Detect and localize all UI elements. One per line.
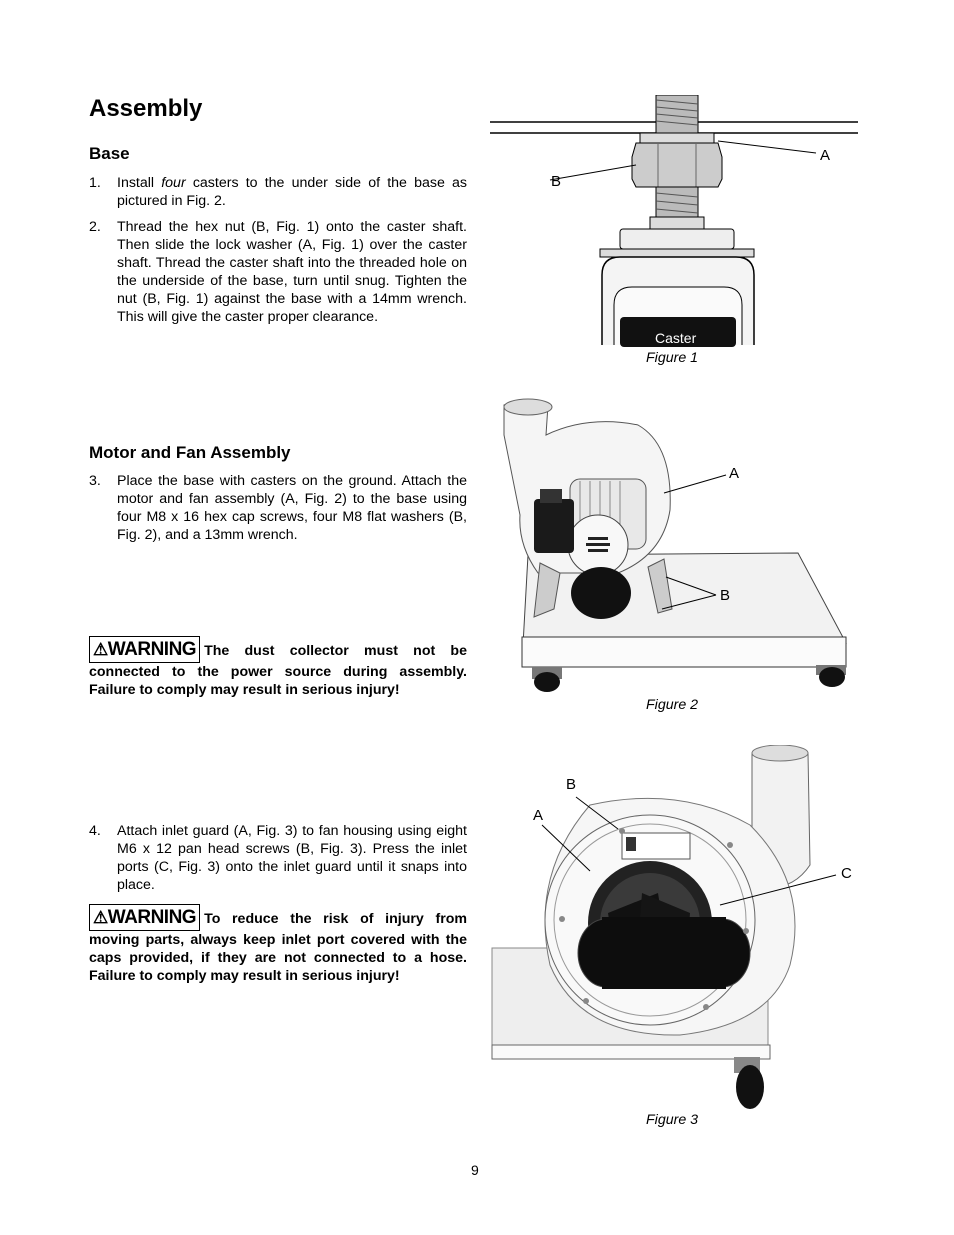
fig3-label-c: C <box>841 865 852 882</box>
step-3 <box>89 472 467 544</box>
page-title: Assembly <box>89 95 203 122</box>
figure-2-caption: Figure 2 <box>646 697 699 713</box>
warning-text: The dust collector must not be connected to the power source during assembly. Failure to comply may result in serious injury! <box>89 643 467 698</box>
motor-heading: Motor and Fan Assembly <box>89 443 291 462</box>
warning-triangle-icon: ⚠ <box>93 908 108 927</box>
warning-badge: ⚠WARNING <box>89 904 200 931</box>
step-2 <box>89 218 467 326</box>
step-text: Install four casters to the under side of the base as pictured in Fig. 2. <box>117 175 467 209</box>
figure-3-illustration <box>490 745 860 1110</box>
step-1 <box>89 174 467 210</box>
figure-1-caption: Figure 1 <box>646 350 699 366</box>
warning-text: To reduce the risk of injury from moving parts, always keep inlet port covered with the caps provided, if they are not connected to a hose. Failure to comply may result in serious injury! <box>89 911 467 984</box>
step-text: Attach inlet guard (A, Fig. 3) to fan housing using eight M6 x 12 pan head screws (B, Fig. 3). Press the inlet ports (C, Fig. 3) onto the inlet guard until it snaps into place. <box>117 823 467 893</box>
step-text: Place the base with casters on the ground. Attach the motor and fan assembly (A, Fig. 2) to the base using four M8 x 16 hex cap screws, four M8 flat washers (B, Fig. 2), and a 13mm wrench. <box>117 473 467 543</box>
figure-1-illustration <box>490 95 860 347</box>
step-number: 2. <box>89 219 101 235</box>
fig1-label-a: A <box>820 147 831 164</box>
caster-label: Caster <box>655 330 697 346</box>
fig2-label-a: A <box>729 465 740 482</box>
warning-triangle-icon: ⚠ <box>93 640 108 659</box>
warning-1 <box>89 636 467 699</box>
warning-badge: ⚠WARNING <box>89 636 200 663</box>
warning-2 <box>89 904 467 985</box>
step-text: Thread the hex nut (B, Fig. 1) onto the caster shaft. Then slide the lock washer (A, Fig. 1) over the caster shaft. Thread the caster shaft into the threaded hole on the underside of the base, turn until snug. Tighten the nut (B, Fig. 1) against the base with a 14mm wrench. This will give the caster proper clearance. <box>117 219 467 325</box>
fig3-label-b: B <box>566 776 577 793</box>
step-number: 1. <box>89 175 101 191</box>
fig2-label-b: B <box>720 587 731 604</box>
fig3-label-a: A <box>533 807 544 824</box>
page-number: 9 <box>471 1162 479 1178</box>
step-4 <box>89 822 467 894</box>
fig1-label-b: B <box>551 173 562 190</box>
figure-2-illustration <box>498 395 858 695</box>
base-heading: Base <box>89 144 130 163</box>
step-number: 4. <box>89 823 101 839</box>
figure-3-caption: Figure 3 <box>646 1112 699 1128</box>
step-number: 3. <box>89 473 101 489</box>
